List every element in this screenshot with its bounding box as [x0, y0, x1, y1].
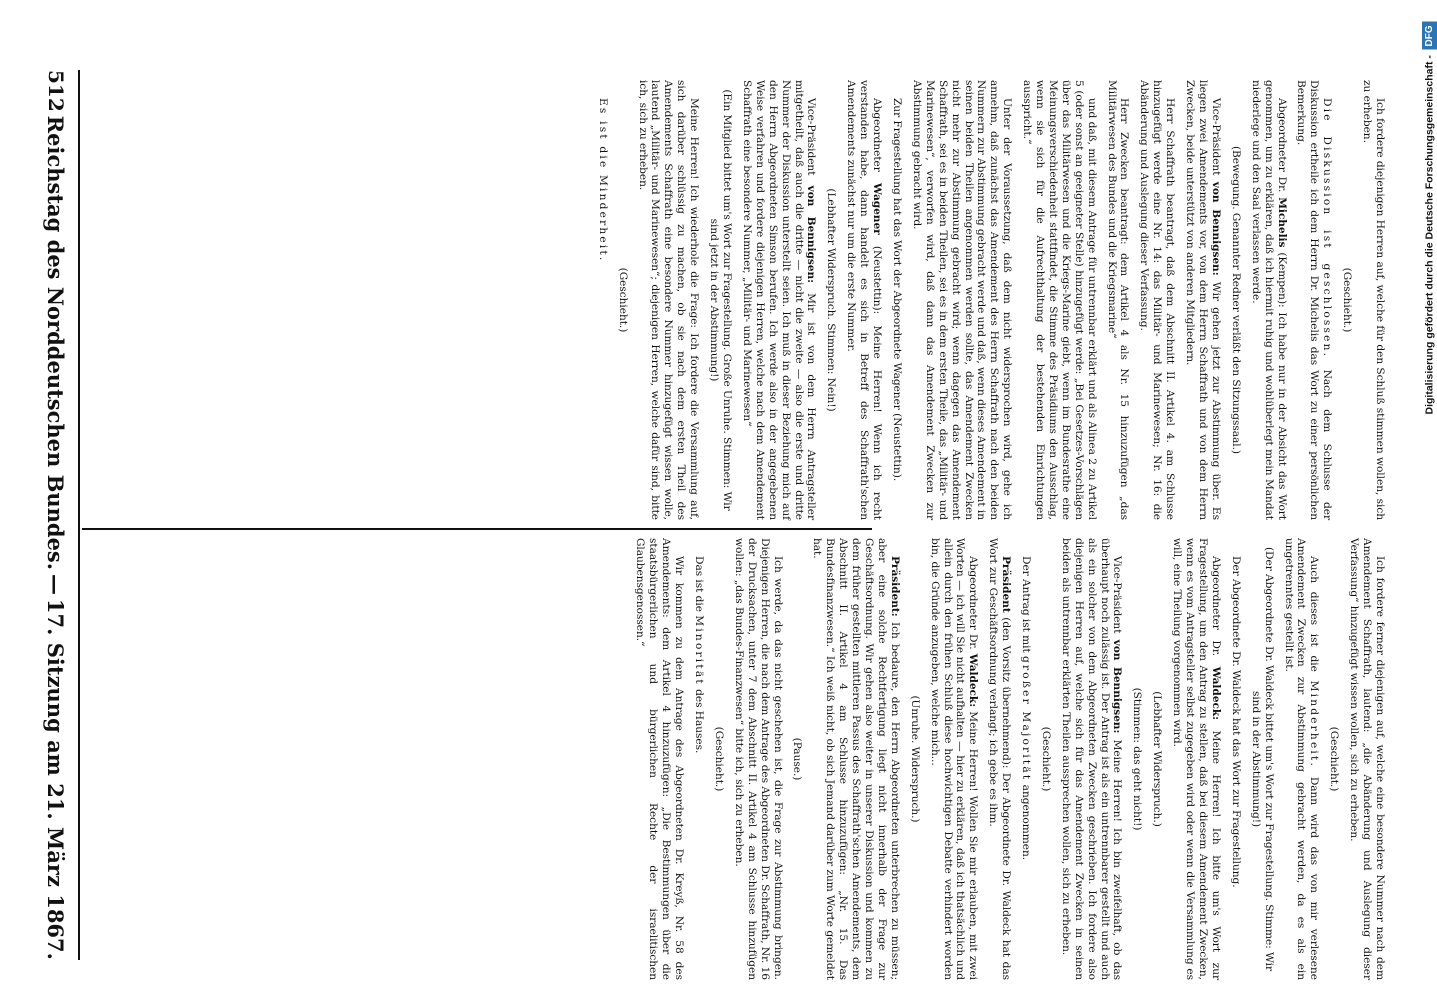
- stage-direction: (Ein Mitglied bittet um's Wort zur Fragestellung. Große Unruhe. Stimmen: Wir sind jetzt in der Abstimmung!): [708, 89, 734, 511]
- header-rule: [78, 70, 80, 960]
- stage-direction: (Geschieht.): [1341, 267, 1354, 333]
- paragraph: [740, 80, 817, 520]
- paragraph-text: Das ist die: [693, 556, 706, 612]
- paragraph: Unter der Voraussetzung, daß dem nicht widersprochen wird, gehe ich annehm, daß zunächst das Amendement des Herrn Schaffrath nach den beiden Nummern zur Abstimmung gebracht werde und daß, wenn dieses Amendement in seinen beiden Theilen angenommen werden sollte, das Amendement Zwecken nicht mehr zur Abstimmung gebracht wird; wenn dagegen das Amendement Schaffrath, sei es in beiden Theilen, sei es in dem ersten Theile, das „Militär- und Marinewesen“, verworfen wird, daß dann das Amendement Zwecken zur Abstimmung gebracht wird.: [910, 80, 1014, 520]
- paragraph: [1282, 538, 1321, 980]
- paragraph: Herr Schaffrath beantragt, daß dem Abschnitt II. Artikel 4. am Schlusse hinzugefügt werde eine Nr. 14: das Militär- und Marinewesen; Nr. 16: die Abänderung und Auslegung dieser Verfassung.: [1138, 80, 1177, 520]
- paragraph-text: Auch dieses ist die: [1308, 556, 1321, 672]
- running-title: Reichstag des Norddeutschen Bundes.: [43, 115, 69, 571]
- page-number: 512: [44, 70, 68, 112]
- speaker-prefix: Abgeordneter Dr.: [1275, 98, 1288, 193]
- paragraph: Ich fordere ferner diejenigen auf, welche eine besondere Nummer nach dem Amendement Schaffrath, lautend: „die Abänderung und Auslegung dieser Verfassung“ hinzugefügt wissen wollen, sich zu erheben.: [1348, 538, 1386, 980]
- stage-direction: (Der Abgeordnete Dr. Waldeck bittet um's Wort zur Fragestellung. Stimme: Wir sind in der Abstimmung!): [1249, 546, 1275, 972]
- speaker-name: von Bennigsen:: [1209, 181, 1222, 276]
- column-divider: [82, 528, 872, 530]
- paragraph: [596, 80, 609, 520]
- stage-direction: (Geschieht.): [616, 267, 629, 333]
- paragraph-text: Nach dem Schlusse der Diskussion ertheile ich dem Herrn Dr. Michelis das Wort zu einer persönlichen Bemerkung.: [1295, 80, 1334, 520]
- paragraph: Wir kommen zu dem Antrage des Abgeordneten Dr. Kreyß, Nr. 58 des Amendements: dem Artikel 4 hinzuzufügen: „Die Bestimmungen über die staatsbürgerlichen und bürgerlichen Rechte der israelitischen Glaubensgenossen.“: [634, 538, 686, 980]
- paragraph: [1170, 538, 1222, 980]
- paragraph: Der Abgeordnete Dr. Waldeck hat das Wort zur Fragestellung.: [1229, 556, 1242, 888]
- speaker-name: Michelis: [1275, 197, 1288, 248]
- spaced-emphasis: Es ist die Minderheit.: [596, 98, 609, 263]
- paragraph: Ich werde, da das nicht geschehen ist, die Frage zur Abstimmung bringen. Diejenigen Herren, die nach dem Antrage des Abgeordneten Dr. Schaffrath, Nr. 16 der Drucksachen, unter 7 dem Abschnitt II. Artikel 4 am Schlusse hinzufügen wollen: „das Bundes-Finanzwesen“ bitte ich, sich zu erheben.: [732, 538, 784, 980]
- speaker-prefix: Abgeordneter Dr.: [967, 556, 980, 650]
- speaker-name: Waldeck:: [967, 653, 980, 708]
- paragraph: [1295, 80, 1334, 520]
- paragraph-text: Meine Herren! Ich bitte um's Wort zur Fragestellung, um den Antrag zu stellen, daß bei diesem Amendement Zwecken, wenn es vom Antragsteller selbst zugegeben wird oder wenn die Versammlung es will, eine Theilung vorgenommen wird.: [1171, 538, 1222, 980]
- stage-direction: (Stimmen: das geht nicht!): [1131, 687, 1144, 831]
- paragraph-text: Meine Herren! Wollen Sie mir erlauben, mit zwei Worten — ich will Sie nicht aufhalten — hier zu erklären, daß ich thatsächlich und allein durch den frühen Schluß diese hochwichtigen Debatte verhindert worden bin, die Gründe anzugeben, welche mich...: [928, 538, 980, 981]
- stage-direction: (Unruhe. Widerspruch.): [908, 695, 921, 823]
- header-dash: —: [43, 574, 69, 595]
- stage-direction: (Lebhafter Widerspruch. Stimmen: Nein!): [825, 188, 838, 412]
- speaker-name: Präsident:: [888, 556, 901, 617]
- paragraph-text: Ich bedaure, den Herrn Abgeordneten unterbrechen zu müssen; aber eine solche Rechtfertigung liegt nicht innerhalb der Frage zur Geschäftsordnung. Wir gehen also weiter in unserer Diskussion und kommen zu dem früher gestellten mittleren Passus des Schaffrath'schen Amendements, dem Abschnitt II. Artikel 4 am Schlusse hinzuzufügen: „Nr. 15. Das Bundesfinanzwesen.“ Ich weiß nicht, ob sich Jemand darüber zum Worte gemeldet hat.: [811, 538, 901, 980]
- paragraph: [692, 538, 705, 980]
- paragraph-text: des Hauses.: [693, 689, 706, 754]
- speaker-name: Wagener: [871, 183, 884, 235]
- right-column: [91, 538, 1386, 980]
- paragraph-text: Wir gehen jetzt zur Abstimmung über. Es liegen zwei Amendements vor, von dem Herrn Schaffrath und von dem Herrn Zwecken, beide unterstützt von anderen Mitgliedern.: [1184, 80, 1222, 520]
- speaker-prefix: Vice-Präsident: [805, 98, 818, 176]
- speaker-prefix: Abgeordneter: [871, 98, 884, 172]
- spaced-emphasis: Die Diskussion ist geschlossen.: [1321, 98, 1334, 359]
- spaced-emphasis: Minorität: [693, 615, 706, 686]
- stage-direction: (Geschieht.): [712, 726, 725, 792]
- stage-direction: (Geschieht.): [1328, 726, 1341, 792]
- stage-direction: (Geschieht.): [1039, 726, 1052, 792]
- speaker-prefix: Vice-Präsident: [1209, 98, 1222, 176]
- spaced-emphasis: Minderheit.: [1308, 680, 1321, 769]
- paragraph-text: Der Antrag ist mit: [1020, 556, 1033, 653]
- paragraph-text: Mir ist von dem Herrn Antragsteller mitgetheilt, daß auch die dritte — nicht die zweite — also die erste und dritte Nummer der Diskussion unterstellt seien. Ich muß in dieser Beziehung mich auf den Herrn Abgeordneten Simson berufen. Ich werde also in der angegebenen Weise verfahren und fordere diejenigen Herren, welche nach dem Amendement Schaffrath eine besondere Nummer, „Militär- und Marinewesen“: [740, 80, 818, 520]
- paragraph: [928, 538, 980, 980]
- paragraph-text: angenommen.: [1020, 784, 1033, 861]
- paragraph-text: (Kempen): Ich habe nur in der Absicht das Wort genommen, um zu erklären, daß ich hiermit ruhig und wohlüberlegt mein Mandat niederlege und den Saal verlassen werde.: [1249, 80, 1288, 520]
- left-column: [91, 80, 1386, 520]
- paragraph: [1059, 538, 1124, 980]
- spaced-emphasis: großer Majorität: [1020, 656, 1033, 782]
- session-title: 17. Sitzung am 21. März 1867.: [43, 598, 69, 960]
- paragraph: Zur Fragestellung hat das Wort der Abgeordnete Wagener (Neustettin).: [891, 98, 903, 482]
- dfg-logo: DFG: [1422, 22, 1437, 49]
- paragraph-text: (Neustettin): Meine Herren! Wenn ich recht verstanden habe, dann handelt es sich in Betreff des Schaffrath'schen Amendements zunächst nur um die erste Nummer.: [845, 80, 884, 520]
- running-header: [38, 70, 74, 960]
- paragraph-text: (den Vorsitz übernehmend): Der Abgeordnete Dr. Waldeck hat das Wort zur Geschäftsordnung verlangt; ich gebe es ihm.: [987, 538, 1013, 980]
- paragraph: Herr Zwecken beantragt: dem Artikel 4 als Nr. 15 hinzuzufügen „das Militärwesen des Bundes und die Kriegsmarine“: [1105, 80, 1131, 520]
- speaker-name: Waldeck:: [1209, 666, 1222, 721]
- paragraph: und daß, mit diesem Antrage für untrennbar erklärt und als Alinea 2 zu Artikel 5 (oder sonst an geeigneter Stelle) hinzugefügt werde: „Bei Gesetzes-Vorschlägen über das Militärwesen und die Kriegs-Marine giebt, wenn im Bundesrathe eine Meinungsverschiedenheit stattfindet, die Stimme des Präsidiums den Ausschlag, wenn sie sich für die Aufrechthaltung der bestehenden Einrichtungen ausspricht.“: [1021, 80, 1098, 520]
- paragraph: [1249, 80, 1288, 520]
- speaker-prefix: Vice-Präsident: [1111, 556, 1124, 634]
- speaker-name: Präsident: [1000, 556, 1013, 613]
- paragraph: Ich fordere diejenigen Herren auf, welche für den Schluß stimmen wollen, sich zu erheben.: [1361, 80, 1386, 520]
- speaker-name: von Bennigsen:: [1111, 639, 1124, 734]
- funding-note-text: Digitalisierung gefördert durch die Deutsche Forschungsgemeinschaft -: [1423, 55, 1436, 415]
- speaker-prefix: Abgeordneter Dr.: [1209, 556, 1222, 657]
- stage-direction: (Bewegung. Genannter Redner verläßt den Sitzungssaal.): [1229, 145, 1242, 455]
- paragraph: [1019, 538, 1032, 980]
- paragraph: [810, 538, 900, 980]
- paragraph: [986, 538, 1012, 980]
- funding-note: [1422, 22, 1437, 415]
- stage-direction: (Lebhafter Widerspruch.): [1151, 691, 1164, 827]
- paragraph: [1183, 80, 1222, 520]
- paragraph: [844, 80, 883, 520]
- paragraph-text: Meine Herren! Ich bin zweifelhaft, ob das überhaupt noch zulässig ist. Der Antrag ist als ein untrennbarer gestellt und auch als ein solcher von dem Abgeordneten Zwecken geschrieben. Ich fordere also diejenigen Herren auf, welche sich für das Amendement Zwecken in seinen beiden als untrennbar erklärten Theilen aussprechen wollen, sich zu erheben.: [1059, 538, 1124, 980]
- paragraph: Meine Herren! Ich wiederhole die Frage: Ich fordere die Versammlung auf, sich darüber schlüssig zu machen, ob sie nach dem ersten Theil des Amendements Schaffrath eine besondere Nummer hinzugefügt wissen wolle, lautend „Militär- und Marinewesen“; diejenigen Herren, welche dafür sind, bitte ich, sich zu erheben.: [636, 80, 701, 520]
- stage-direction: (Pause.): [791, 737, 804, 781]
- paragraph-text: Dann wird das von mir verlesene Amendement Zwecken zur Abstimmung gebracht werden, da es als ein ungetrenntes gestellt ist.: [1282, 538, 1321, 981]
- speaker-name: von Bennigsen:: [805, 185, 818, 283]
